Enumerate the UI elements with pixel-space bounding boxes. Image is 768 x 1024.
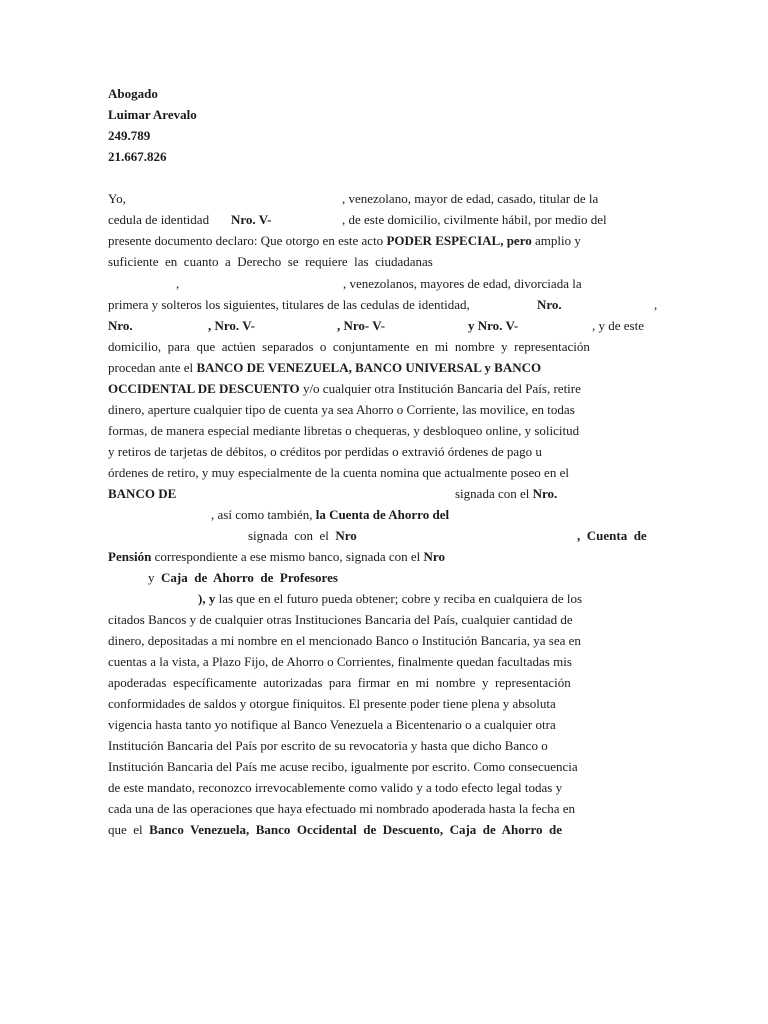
para-line-10a: OCCIDENTAL DE DESCUENTO (108, 381, 300, 396)
para-line-18a: Pensión (108, 549, 152, 564)
para-line-1b: , venezolano, mayor de edad, casado, titular de la (342, 191, 599, 206)
para-line-21: citados Bancos y de cualquier otras Instituciones Bancaria del País, cualquier cantidad de (108, 612, 573, 627)
para-line-16b: la Cuenta de Ahorro del (315, 507, 450, 522)
para-line-6c: , (654, 297, 658, 312)
para-line-3c: amplio y (531, 233, 581, 248)
para-line-24: apoderadas específicamente autorizadas para firmar en mi nombre y representación (108, 675, 571, 690)
para-line-20b: las que en el futuro pueda obtener; cobre y reciba en cualquiera de los (215, 591, 583, 606)
para-line-17c: , Cuenta de (577, 528, 647, 543)
para-line-18c: Nro (423, 549, 445, 564)
para-line-19a: y (148, 570, 161, 585)
para-line-27: Institución Bancaria del País por escrito de su revocatoria y hasta que dicho Banco o (108, 738, 548, 753)
para-line-19 (148, 570, 338, 586)
para-line-5a: , (176, 276, 180, 291)
header-number-2: 21.667.826 (108, 149, 167, 164)
para-line-10 (108, 381, 581, 397)
para-line-3b: PODER ESPECIAL, pero (386, 233, 532, 248)
para-line-18b: correspondiente a ese mismo banco, signada con el (151, 549, 424, 564)
para-line-15 (455, 486, 557, 502)
para-line-9b: BANCO DE VENEZUELA, BANCO UNIVERSAL y BANCO (196, 360, 542, 375)
header-title: Abogado (108, 86, 158, 101)
para-line-6a: primera y solteros los siguientes, titulares de las cedulas de identidad, (108, 297, 473, 312)
para-line-2b: Nro. V- (231, 212, 272, 227)
para-line-7d: y Nro. V- (468, 318, 519, 333)
para-line-19b: Caja de Ahorro de Profesores (161, 570, 338, 585)
para-line-7a: Nro. (108, 318, 133, 333)
para-line-22: dinero, depositadas a mi nombre en el mencionado Banco o Institución Bancaria, ya sea en (108, 633, 581, 648)
para-line-23: cuentas a la vista, a Plazo Fijo, de Ahorro o Corrientes, finalmente quedan facultadas mis (108, 654, 572, 669)
para-line-7e: , y de este (592, 318, 644, 333)
para-line-3 (108, 233, 581, 249)
para-line-6b: Nro. (537, 297, 562, 312)
para-line-2c: , de este domicilio, civilmente hábil, por medio del (342, 212, 607, 227)
para-line-16a: , así como también, (211, 507, 316, 522)
para-line-8: domicilio, para que actúen separados o conjuntamente en mi nombre y representación (108, 339, 590, 354)
para-line-12: formas, de manera especial mediante libretas o chequeras, y desbloqueo online, y solicitud (108, 423, 580, 438)
para-line-17 (248, 528, 357, 544)
para-line-4: suficiente en cuanto a Derecho se requiere las ciudadanas (108, 254, 433, 269)
para-line-9 (108, 360, 541, 376)
header-number-1: 249.789 (108, 128, 151, 143)
para-line-5b: , venezolanos, mayores de edad, divorciada la (343, 276, 582, 291)
para-line-2a: cedula de identidad (108, 212, 213, 227)
para-line-3a: presente documento declaro: Que otorgo en este acto (108, 233, 387, 248)
para-line-18 (108, 549, 445, 565)
para-line-13: y retiros de tarjetas de débitos, o créditos por perdidas o extravió órdenes de pago u (108, 444, 542, 459)
para-line-17a: signada con el (248, 528, 336, 543)
para-line-31 (108, 822, 562, 838)
para-line-9a: procedan ante el (108, 360, 197, 375)
para-line-11: dinero, aperture cualquier tipo de cuenta ya sea Ahorro o Corriente, las movilice, en todas (108, 402, 575, 417)
para-line-16 (211, 507, 449, 523)
para-line-20 (198, 591, 582, 607)
para-line-7b: , Nro. V- (208, 318, 255, 333)
para-line-15a: BANCO DE (108, 486, 177, 501)
para-line-7c: , Nro- V- (337, 318, 386, 333)
para-line-1a: Yo, (108, 191, 126, 206)
para-line-30: cada una de las operaciones que haya efectuado mi nombrado apoderada hasta la fecha en (108, 801, 576, 816)
para-line-29: de este mandato, reconozco irrevocablemente como valido y a todo efecto legal todas y (108, 780, 563, 795)
para-line-15b: signada con el (455, 486, 533, 501)
header-name: Luimar Arevalo (108, 107, 197, 122)
para-line-17b: Nro (335, 528, 357, 543)
para-line-15c: Nro. (532, 486, 558, 501)
para-line-31b: Banco Venezuela, Banco Occidental de Descuento, Caja de Ahorro de (149, 822, 563, 837)
para-line-31a: que el (108, 822, 150, 837)
para-line-26: vigencia hasta tanto yo notifique al Banco Venezuela a Bicentenario o a cualquier otra (108, 717, 556, 732)
para-line-28: Institución Bancaria del País me acuse recibo, igualmente por escrito. Como consecuencia (108, 759, 578, 774)
para-line-25: conformidades de saldos y otorgue finiquitos. El presente poder tiene plena y absoluta (108, 696, 556, 711)
para-line-10b: y/o cualquier otra Institución Bancaria del País, retire (299, 381, 581, 396)
para-line-20a: ), y (198, 591, 216, 606)
para-line-14: órdenes de retiro, y muy especialmente de la cuenta nomina que actualmente poseo en el (108, 465, 569, 480)
